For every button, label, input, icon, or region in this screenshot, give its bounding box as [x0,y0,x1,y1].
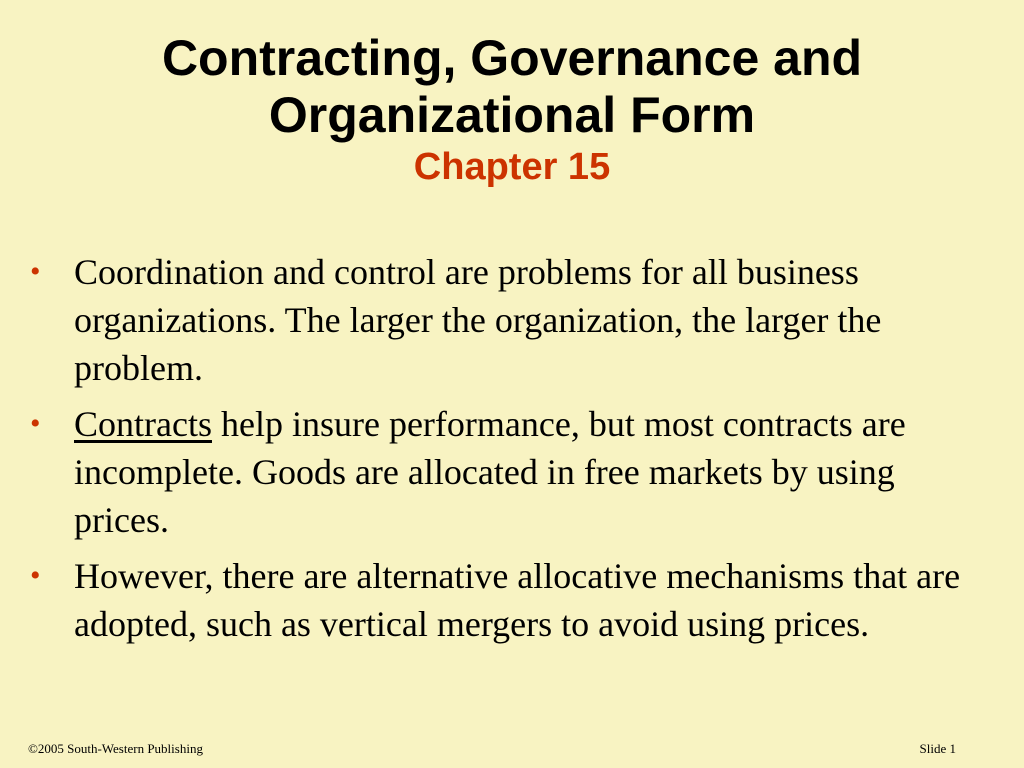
bullet-list [30,248,990,656]
bullet-text: However, there are alternative allocative mechanisms that are adopted, such as vertical mergers to avoid using prices. [74,556,961,644]
bullet-icon: • [30,255,41,288]
bullet-item [30,248,990,392]
bullet-text [74,400,990,544]
footer-copyright: ©2005 South-Western Publishing [28,741,203,756]
footer-slide-number: Slide 1 [919,741,956,756]
bullet-item [30,552,990,648]
chapter-subtitle: Chapter 15 [413,146,611,188]
bullet-item [30,400,990,544]
bullet-icon: • [30,407,41,440]
slide-title-line-1: Contracting, Governance and [161,30,863,86]
bullet-text: Coordination and control are problems for all business organizations. The larger the organization, the larger the problem. [74,252,882,388]
slide-title-line-2: Organizational Form [268,87,756,143]
underlined-term: Contracts [74,404,212,444]
slide-title [0,30,1024,144]
title-block [0,30,1024,190]
bullet-text-rest: help insure performance, but most contracts are incomplete. Goods are allocated in free markets by using prices. [74,404,906,540]
bullet-icon: • [30,559,41,592]
